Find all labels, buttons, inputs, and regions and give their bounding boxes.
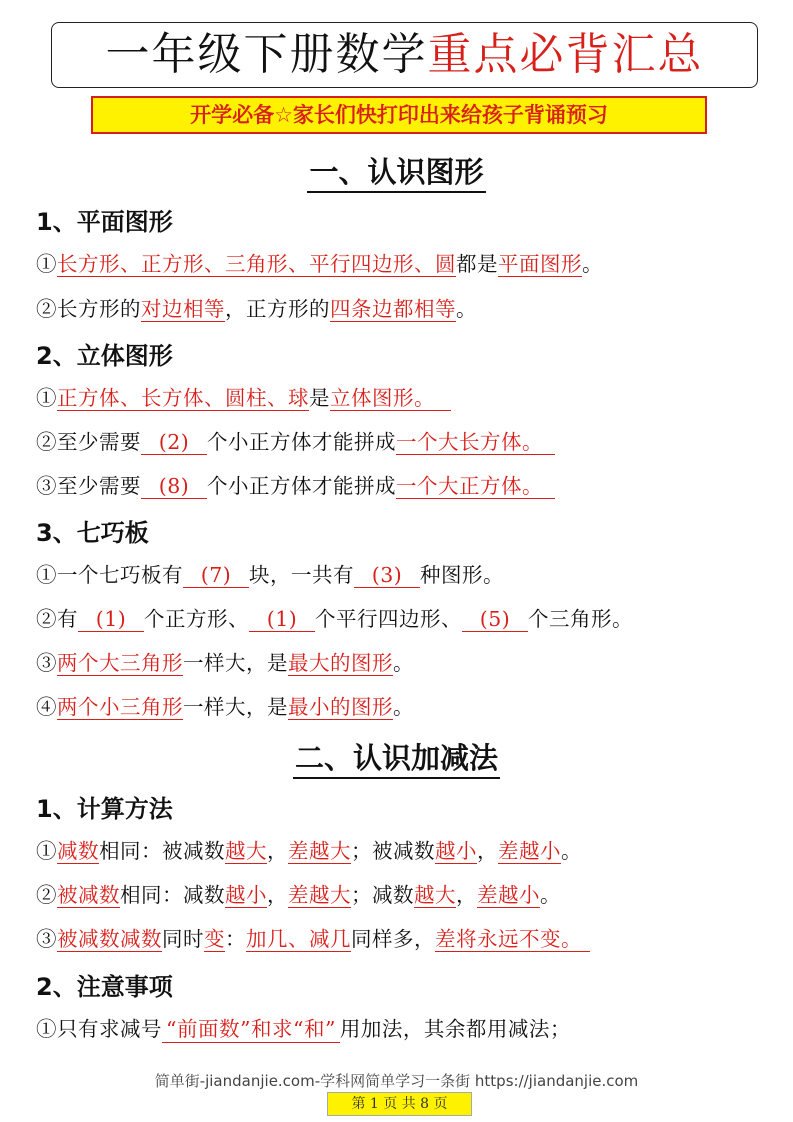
page-indicator: 第 1 页 共 8 页	[327, 1092, 472, 1116]
sub-heading-solid-shapes: 2、立体图形	[36, 342, 173, 370]
text-line: ②被减数相同：减数越小，差越大；减数越大，差越小。	[36, 883, 561, 907]
title-part2: 重点必背汇总	[427, 29, 704, 80]
page-title	[51, 22, 758, 88]
text-line: ②长方形的对边相等，正方形的四条边都相等。	[36, 297, 477, 321]
footer-watermark: 简单街-jiandanjie.com-学科网简单学习一条街 https://jiandanjie.com	[154, 1072, 639, 1090]
text-line: ①只有求减号 “前面数”和求“和” 用加法，其余都用减法；	[36, 1012, 571, 1043]
promo-banner: 开学必备☆家长们快打印出来给孩子背诵预习	[91, 96, 707, 134]
text-line: ①长方形、正方形、三角形、平行四边形、圆都是平面图形。	[36, 252, 603, 276]
text-line: ③被减数减数同时变：加几、减几同样多，差将永远不变。	[36, 922, 590, 952]
text-line: ④两个小三角形一样大，是最小的图形。	[36, 695, 414, 719]
title-part1: 一年级下册数学	[105, 29, 428, 80]
text-line: ①一个七巧板有 (7) 块，一共有 (3) 种图形。	[36, 563, 504, 587]
sub-heading-tangram: 3、七巧板	[36, 519, 149, 547]
sub-heading-plane-shapes: 1、平面图形	[36, 208, 173, 236]
text-line: ①减数相同：被减数越大，差越大；被减数越小，差越小。	[36, 839, 582, 863]
text-line: ③至少需要 (8) 个小正方体才能拼成一个大正方体。	[36, 469, 555, 499]
section2-heading: 二、认识加减法	[0, 736, 793, 777]
text-line: ②至少需要 (2) 个小正方体才能拼成一个大长方体。	[36, 425, 555, 455]
text-line: ①正方体、长方体、圆柱、球是立体图形。	[36, 381, 451, 411]
text-line: ③两个大三角形一样大，是最大的图形。	[36, 651, 414, 675]
section1-heading: 一、认识图形	[0, 150, 793, 191]
sub-heading-calc-methods: 1、计算方法	[36, 795, 173, 823]
text-line: ②有 (1) 个正方形、 (1) 个平行四边形、 (5) 个三角形。	[36, 607, 633, 631]
sub-heading-notes: 2、注意事项	[36, 973, 173, 1001]
